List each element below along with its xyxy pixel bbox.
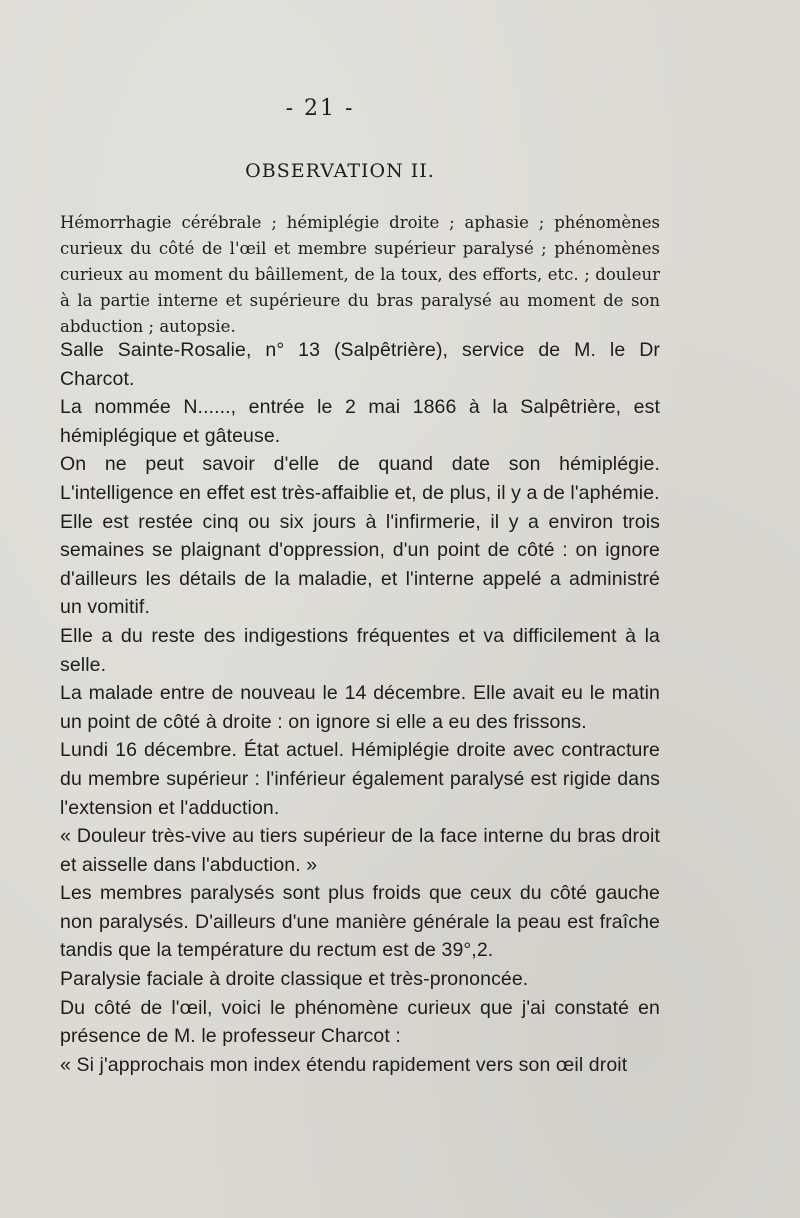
paragraph: Du côté de l'œil, voici le phénomène curieux que j'ai constaté en présence de M. le professeur Charcot :	[60, 996, 660, 1048]
paragraph: Paralysie faciale à droite classique et très-prononcée.	[60, 968, 529, 991]
paragraph: Lundi 16 décembre. État actuel. Hémiplégie droite avec contracture du membre supérieur : l'inférieur également paralysé est rigide dans l'extension et l'adduction.	[60, 739, 660, 819]
paragraph: La nommée N......, entrée le 2 mai 1866 à la Salpêtrière, est hémiplégique et gâteuse.	[60, 396, 660, 447]
observation-body	[60, 336, 660, 1079]
paragraph: « Douleur très-vive au tiers supérieur de la face interne du bras droit et aisselle dans l'abduction. »	[60, 825, 660, 876]
paragraph: On ne peut savoir d'elle de quand date son hémiplégie. L'intelligence en effet est très-affaiblie et, de plus, il y a de l'aphémie.	[60, 453, 660, 504]
paragraph: Elle est restée cinq ou six jours à l'infirmerie, il y a environ trois semaines se plaignant d'oppression, d'un point de côté : on ignore d'ailleurs les détails de la maladie, et l'interne appelé a administré un vomitif.	[60, 510, 660, 619]
paragraph: La malade entre de nouveau le 14 décembre. Elle avait eu le matin un point de côté à droite : on ignore si elle a eu des frissons.	[60, 682, 660, 733]
paragraph: Salle Sainte-Rosalie, n° 13 (Salpêtrière), service de M. le Dr Charcot.	[60, 339, 660, 390]
observation-title: OBSERVATION II.	[245, 160, 435, 182]
observation-summary: Hémorrhagie cérébrale ; hémiplégie droite ; aphasie ; phénomènes curieux du côté de l'œil et membre supérieur paralysé ; phénomènes curieux au moment du bâillement, de la toux, des efforts, etc. ; douleur à la partie interne et supérieure du bras paralysé au moment de son abduction ; autopsie.	[60, 213, 660, 336]
paragraph: Elle a du reste des indigestions fréquentes et va difficilement à la selle.	[60, 624, 660, 676]
page-number: - 21 -	[285, 96, 355, 121]
paragraph: Les membres paralysés sont plus froids que ceux du côté gauche non paralysés. D'ailleurs d'une manière générale la peau est fraîche tandis que la température du rectum est de 39°,2.	[60, 882, 660, 962]
paragraph: « Si j'approchais mon index étendu rapidement vers son œil droit	[60, 1053, 628, 1076]
